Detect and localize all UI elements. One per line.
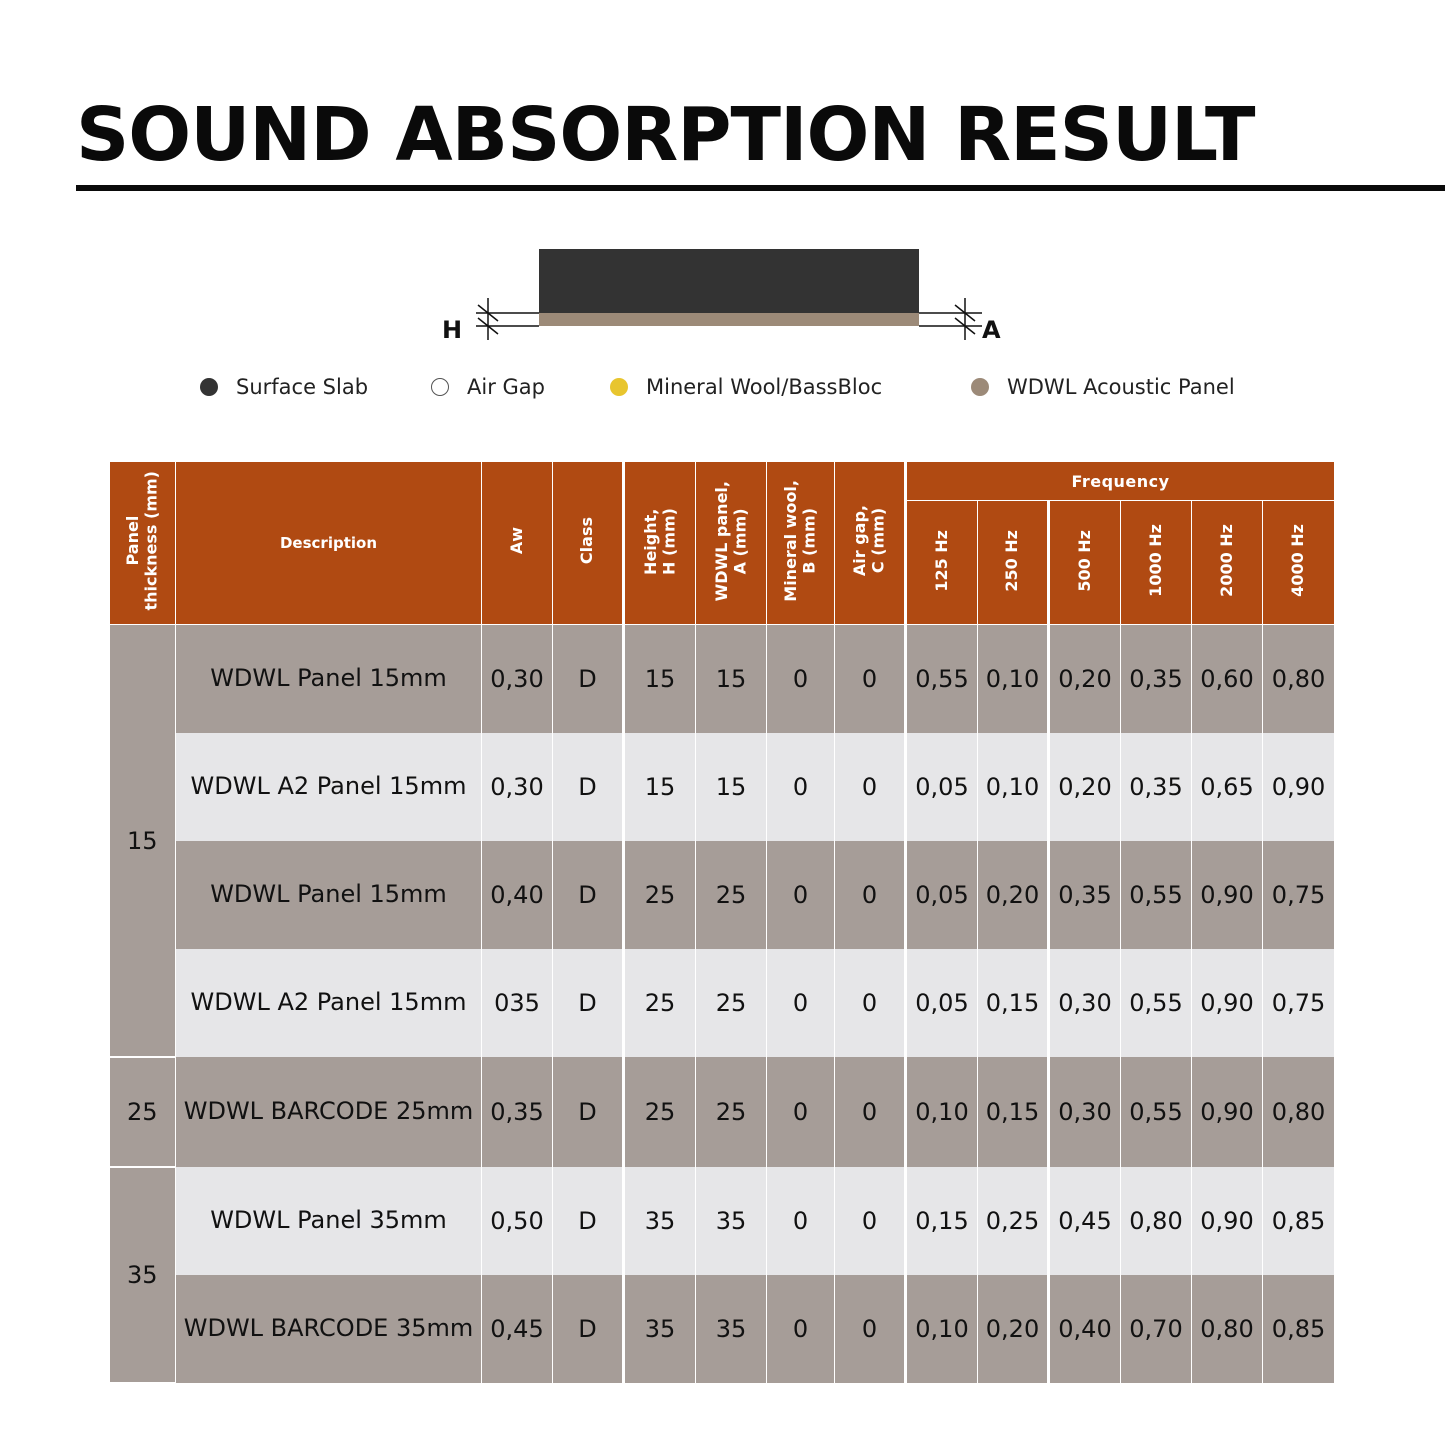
table-row <box>110 1167 1335 1275</box>
table-row <box>110 949 1335 1057</box>
legend-label: Air Gap <box>467 375 545 399</box>
freq-cell: 0,70 <box>1121 1275 1192 1383</box>
freq-cell: 0,55 <box>906 625 978 734</box>
freq-cell: 0,75 <box>1263 841 1335 949</box>
aw-cell: 0,50 <box>482 1167 553 1275</box>
mineral-wool-cell: 0 <box>767 625 835 734</box>
freq-cell: 0,80 <box>1121 1167 1192 1275</box>
freq-cell: 0,65 <box>1192 733 1263 841</box>
description-cell: WDWL Panel 15mm <box>176 841 482 949</box>
height-cell: 15 <box>624 625 696 734</box>
legend <box>0 375 1445 407</box>
dimension-label-a: A <box>982 316 1001 344</box>
freq-cell: 0,45 <box>1049 1167 1121 1275</box>
legend-item-surface-slab <box>200 375 368 399</box>
freq-cell: 0,40 <box>1049 1275 1121 1383</box>
header-air-gap: Air gap, C (mm) <box>835 462 906 625</box>
aw-cell: 0,30 <box>482 733 553 841</box>
mineral-wool-cell: 0 <box>767 949 835 1057</box>
height-cell: 35 <box>624 1167 696 1275</box>
height-cell: 15 <box>624 733 696 841</box>
legend-item-air-gap <box>431 375 545 399</box>
air-gap-cell: 0 <box>835 625 906 734</box>
legend-item-acoustic-panel <box>971 375 1235 399</box>
freq-cell: 0,90 <box>1192 1167 1263 1275</box>
description-cell: WDWL A2 Panel 15mm <box>176 949 482 1057</box>
freq-cell: 0,05 <box>906 733 978 841</box>
freq-cell: 0,25 <box>978 1167 1049 1275</box>
header-frequency: Frequency <box>906 462 1335 501</box>
panel-cross-section-diagram <box>0 0 1445 360</box>
air-gap-cell: 0 <box>835 841 906 949</box>
freq-cell: 0,20 <box>1049 625 1121 734</box>
aw-cell: 0,35 <box>482 1057 553 1167</box>
air-gap-cell: 0 <box>835 1275 906 1383</box>
freq-cell: 0,80 <box>1192 1275 1263 1383</box>
freq-cell: 0,35 <box>1121 625 1192 734</box>
freq-cell: 0,10 <box>978 625 1049 734</box>
description-cell: WDWL BARCODE 25mm <box>176 1057 482 1167</box>
header-wdwl-panel: WDWL panel, A (mm) <box>696 462 767 625</box>
dimension-label-h: H <box>442 316 463 344</box>
freq-cell: 0,80 <box>1263 625 1335 734</box>
height-cell: 25 <box>624 1057 696 1167</box>
air-gap-swatch-icon <box>431 378 449 396</box>
height-cell: 25 <box>624 949 696 1057</box>
table-row <box>110 1275 1335 1383</box>
freq-cell: 0,55 <box>1121 949 1192 1057</box>
group-thickness-cell: 15 <box>110 625 176 1058</box>
freq-cell: 0,90 <box>1192 841 1263 949</box>
header-250hz: 250 Hz <box>978 501 1049 625</box>
freq-cell: 0,30 <box>1049 949 1121 1057</box>
freq-cell: 0,10 <box>906 1275 978 1383</box>
surface-slab-block <box>539 249 919 313</box>
description-cell: WDWL Panel 35mm <box>176 1167 482 1275</box>
air-gap-cell: 0 <box>835 1057 906 1167</box>
height-cell: 25 <box>624 841 696 949</box>
freq-cell: 0,90 <box>1192 1057 1263 1167</box>
group-thickness-cell: 35 <box>110 1167 176 1383</box>
legend-label: WDWL Acoustic Panel <box>1007 375 1235 399</box>
panel-cell: 15 <box>696 733 767 841</box>
freq-cell: 0,55 <box>1121 841 1192 949</box>
mineral-wool-cell: 0 <box>767 1275 835 1383</box>
freq-cell: 0,75 <box>1263 949 1335 1057</box>
class-cell: D <box>553 1167 624 1275</box>
freq-cell: 0,20 <box>1049 733 1121 841</box>
header-125hz: 125 Hz <box>906 501 978 625</box>
class-cell: D <box>553 841 624 949</box>
table-row <box>110 841 1335 949</box>
mineral-wool-cell: 0 <box>767 1057 835 1167</box>
panel-cell: 35 <box>696 1275 767 1383</box>
header-class: Class <box>553 462 624 625</box>
header-500hz: 500 Hz <box>1049 501 1121 625</box>
mineral-wool-cell: 0 <box>767 1167 835 1275</box>
freq-cell: 0,85 <box>1263 1275 1335 1383</box>
mineral-wool-cell: 0 <box>767 841 835 949</box>
header-height: Height, H (mm) <box>624 462 696 625</box>
freq-cell: 0,30 <box>1049 1057 1121 1167</box>
freq-cell: 0,35 <box>1049 841 1121 949</box>
header-mineral-wool: Mineral wool, B (mm) <box>767 462 835 625</box>
panel-cell: 35 <box>696 1167 767 1275</box>
freq-cell: 0,90 <box>1192 949 1263 1057</box>
aw-cell: 035 <box>482 949 553 1057</box>
table-row <box>110 625 1335 734</box>
height-cell: 35 <box>624 1275 696 1383</box>
mineral-wool-swatch-icon <box>610 378 628 396</box>
class-cell: D <box>553 625 624 734</box>
air-gap-cell: 0 <box>835 733 906 841</box>
freq-cell: 0,05 <box>906 841 978 949</box>
header-2000hz: 2000 Hz <box>1192 501 1263 625</box>
description-cell: WDWL Panel 15mm <box>176 625 482 734</box>
freq-cell: 0,15 <box>978 949 1049 1057</box>
aw-cell: 0,40 <box>482 841 553 949</box>
legend-label: Surface Slab <box>236 375 369 399</box>
table-row <box>110 1057 1335 1167</box>
freq-cell: 0,85 <box>1263 1167 1335 1275</box>
table-row <box>110 733 1335 841</box>
freq-cell: 0,10 <box>978 733 1049 841</box>
description-cell: WDWL BARCODE 35mm <box>176 1275 482 1383</box>
panel-cell: 25 <box>696 1057 767 1167</box>
freq-cell: 0,80 <box>1263 1057 1335 1167</box>
freq-cell: 0,15 <box>906 1167 978 1275</box>
header-panel-thickness: Panel thickness (mm) <box>110 462 176 625</box>
header-4000hz: 4000 Hz <box>1263 501 1335 625</box>
freq-cell: 0,05 <box>906 949 978 1057</box>
acoustic-panel-swatch-icon <box>971 378 989 396</box>
legend-item-mineral-wool <box>610 375 882 399</box>
page-title: SOUND ABSORPTION RESULT <box>76 92 1255 178</box>
legend-label: Mineral Wool/BassBloc <box>646 375 883 399</box>
freq-cell: 0,15 <box>978 1057 1049 1167</box>
class-cell: D <box>553 733 624 841</box>
air-gap-cell: 0 <box>835 1167 906 1275</box>
freq-cell: 0,35 <box>1121 733 1192 841</box>
panel-cell: 25 <box>696 841 767 949</box>
header-aw: Aw <box>482 462 553 625</box>
header-description: Description <box>176 462 482 625</box>
freq-cell: 0,20 <box>978 1275 1049 1383</box>
freq-cell: 0,55 <box>1121 1057 1192 1167</box>
aw-cell: 0,45 <box>482 1275 553 1383</box>
panel-cell: 25 <box>696 949 767 1057</box>
freq-cell: 0,60 <box>1192 625 1263 734</box>
description-cell: WDWL A2 Panel 15mm <box>176 733 482 841</box>
air-gap-cell: 0 <box>835 949 906 1057</box>
absorption-table <box>109 461 1335 1384</box>
class-cell: D <box>553 949 624 1057</box>
class-cell: D <box>553 1057 624 1167</box>
freq-cell: 0,10 <box>906 1057 978 1167</box>
aw-cell: 0,30 <box>482 625 553 734</box>
class-cell: D <box>553 1275 624 1383</box>
header-1000hz: 1000 Hz <box>1121 501 1192 625</box>
freq-cell: 0,20 <box>978 841 1049 949</box>
acoustic-panel-layer <box>539 313 919 326</box>
panel-cell: 15 <box>696 625 767 734</box>
group-thickness-cell: 25 <box>110 1057 176 1167</box>
surface-slab-swatch-icon <box>200 378 218 396</box>
mineral-wool-cell: 0 <box>767 733 835 841</box>
freq-cell: 0,90 <box>1263 733 1335 841</box>
